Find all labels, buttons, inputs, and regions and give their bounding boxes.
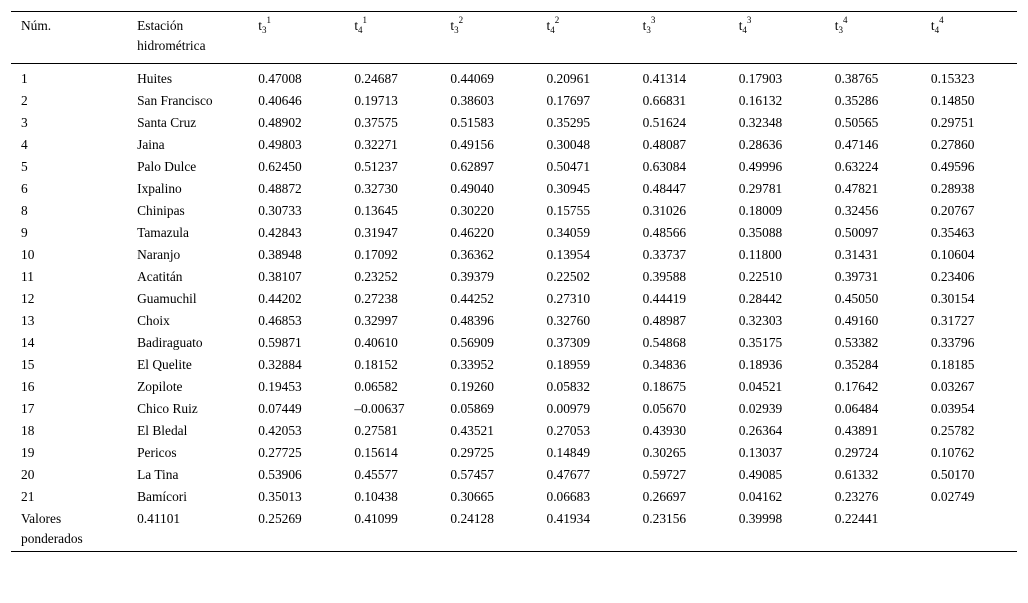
cell-value: 0.24128	[450, 511, 494, 526]
cell-num: 18	[21, 423, 35, 438]
header-symbol: t	[258, 18, 262, 33]
cell-value: 0.22510	[738, 269, 783, 284]
cell-station: 0.41101	[137, 511, 181, 526]
cell-value: 0.51624	[642, 115, 687, 130]
cell-station: Santa Cruz	[137, 115, 197, 130]
cell-value: 0.28442	[738, 291, 783, 306]
cell-num: 16	[21, 379, 35, 394]
cell-value: 0.22441	[834, 511, 879, 526]
cell-value: 0.41314	[642, 71, 687, 86]
header-station: Estación hidrométrica	[137, 18, 206, 53]
cell-value: 0.30220	[450, 203, 494, 218]
header-moment-6	[729, 12, 825, 64]
cell-station: Palo Dulce	[137, 159, 197, 174]
table-row	[11, 178, 1017, 200]
cell-num: 4	[21, 137, 28, 152]
data-table	[11, 11, 1017, 552]
cell-value: 0.26697	[642, 489, 687, 504]
cell-value: 0.33737	[642, 247, 687, 262]
header-superscript: 3	[650, 15, 656, 25]
cell-value: 0.62450	[258, 159, 302, 174]
cell-station: Guamuchil	[137, 291, 197, 306]
cell-value: 0.49160	[834, 313, 879, 328]
cell-value: 0.13037	[738, 445, 783, 460]
cell-value: 0.02749	[930, 489, 975, 504]
cell-value: 0.35463	[930, 225, 975, 240]
table-row	[11, 420, 1017, 442]
cell-num: 2	[21, 93, 28, 108]
table-header	[11, 12, 1017, 64]
cell-value: 0.63224	[834, 159, 879, 174]
cell-value: 0.48872	[258, 181, 302, 196]
cell-value: 0.38603	[450, 93, 494, 108]
cell-value: 0.49040	[450, 181, 494, 196]
cell-value: 0.57457	[450, 467, 494, 482]
cell-value: 0.10604	[930, 247, 975, 262]
table-row	[11, 64, 1017, 91]
cell-value: 0.48987	[642, 313, 687, 328]
cell-value: 0.49996	[738, 159, 783, 174]
cell-value: 0.32348	[738, 115, 783, 130]
cell-station: Zopilote	[137, 379, 183, 394]
cell-value: 0.18009	[738, 203, 783, 218]
header-symbol: t	[930, 18, 935, 33]
cell-value: 0.50097	[834, 225, 879, 240]
cell-value: 0.37309	[546, 335, 591, 350]
cell-value: 0.27860	[930, 137, 975, 152]
header-superscript: 3	[746, 15, 752, 25]
cell-value: 0.11800	[738, 247, 782, 262]
cell-value: 0.56909	[450, 335, 494, 350]
cell-value: 0.23252	[354, 269, 398, 284]
cell-value: 0.13954	[546, 247, 591, 262]
cell-value: 0.32271	[354, 137, 398, 152]
cell-value: 0.53382	[834, 335, 879, 350]
cell-value: 0.43891	[834, 423, 879, 438]
cell-value: 0.35013	[258, 489, 302, 504]
cell-value: 0.61332	[834, 467, 879, 482]
table-row	[11, 266, 1017, 288]
cell-value: 0.39588	[642, 269, 687, 284]
cell-value: 0.48902	[258, 115, 302, 130]
cell-value: 0.35284	[834, 357, 879, 372]
cell-value: 0.29725	[450, 445, 494, 460]
cell-value: 0.14849	[546, 445, 591, 460]
cell-value: 0.30665	[450, 489, 494, 504]
cell-value: 0.30945	[546, 181, 591, 196]
cell-value: 0.32730	[354, 181, 398, 196]
cell-station: Huites	[137, 71, 173, 86]
table-row	[11, 442, 1017, 464]
cell-value: 0.44069	[450, 71, 494, 86]
cell-num: 15	[21, 357, 35, 372]
cell-num: 13	[21, 313, 35, 328]
cell-value: 0.07449	[258, 401, 302, 416]
cell-value: 0.59871	[258, 335, 302, 350]
cell-value: 0.29751	[930, 115, 975, 130]
header-subscript: 4	[358, 25, 363, 35]
header-row	[11, 12, 1017, 64]
cell-value: 0.34059	[546, 225, 591, 240]
cell-value: 0.46220	[450, 225, 494, 240]
cell-value: 0.38765	[834, 71, 879, 86]
cell-value: 0.44252	[450, 291, 494, 306]
cell-value: 0.50170	[930, 467, 975, 482]
cell-value: 0.15614	[354, 445, 398, 460]
cell-value: 0.30265	[642, 445, 687, 460]
cell-station: Chinipas	[137, 203, 185, 218]
cell-value: 0.03267	[930, 379, 975, 394]
header-superscript: 1	[266, 15, 271, 25]
table-row	[11, 398, 1017, 420]
cell-value: 0.33796	[930, 335, 975, 350]
cell-value: 0.66831	[642, 93, 687, 108]
cell-value: 0.45050	[834, 291, 879, 306]
cell-value: 0.35175	[738, 335, 783, 350]
cell-value: 0.17642	[834, 379, 879, 394]
cell-value: 0.31026	[642, 203, 687, 218]
cell-value	[921, 508, 1017, 552]
cell-value: 0.43521	[450, 423, 494, 438]
cell-num: 20	[21, 467, 35, 482]
table-row	[11, 376, 1017, 398]
cell-station: Pericos	[137, 445, 177, 460]
header-num: Núm.	[21, 18, 52, 33]
header-symbol: t	[354, 18, 359, 33]
cell-value: 0.28636	[738, 137, 783, 152]
cell-num: 8	[21, 203, 28, 218]
table-row	[11, 112, 1017, 134]
cell-value: 0.31947	[354, 225, 398, 240]
cell-value: 0.42843	[258, 225, 302, 240]
table-row	[11, 90, 1017, 112]
cell-value: 0.34836	[642, 357, 687, 372]
cell-value: 0.04521	[738, 379, 783, 394]
cell-value: 0.10762	[930, 445, 975, 460]
cell-value: 0.31431	[834, 247, 879, 262]
cell-station: Tamazula	[137, 225, 189, 240]
header-symbol: t	[834, 18, 839, 33]
cell-value: 0.50471	[546, 159, 591, 174]
table-row	[11, 464, 1017, 486]
cell-value: 0.47146	[834, 137, 879, 152]
cell-num: Valores ponderados	[21, 511, 83, 546]
header-superscript: 1	[362, 15, 368, 25]
cell-station: Chico Ruiz	[137, 401, 198, 416]
header-superscript: 2	[554, 15, 560, 25]
cell-num: 12	[21, 291, 35, 306]
cell-value: 0.42053	[258, 423, 302, 438]
cell-value: 0.26364	[738, 423, 783, 438]
cell-value: 0.38107	[258, 269, 302, 284]
cell-value: 0.06582	[354, 379, 398, 394]
header-symbol: t	[546, 18, 551, 33]
header-symbol: t	[642, 18, 647, 33]
cell-value: 0.06484	[834, 401, 879, 416]
cell-value: 0.48566	[642, 225, 687, 240]
cell-station: El Quelite	[137, 357, 192, 372]
cell-value: 0.37575	[354, 115, 398, 130]
cell-value: 0.18675	[642, 379, 687, 394]
cell-value: 0.35295	[546, 115, 591, 130]
table-row	[11, 134, 1017, 156]
cell-value: 0.40610	[354, 335, 398, 350]
cell-value: 0.15323	[930, 71, 975, 86]
cell-value: 0.36362	[450, 247, 494, 262]
cell-value: 0.19713	[354, 93, 398, 108]
cell-value: 0.05670	[642, 401, 687, 416]
cell-value: 0.06683	[546, 489, 591, 504]
cell-value: 0.27053	[546, 423, 591, 438]
cell-value: 0.20961	[546, 71, 591, 86]
cell-value: 0.49596	[930, 159, 975, 174]
table-row	[11, 288, 1017, 310]
cell-value: 0.39998	[738, 511, 783, 526]
cell-num: 10	[21, 247, 35, 262]
cell-value: 0.23406	[930, 269, 975, 284]
table-body	[11, 64, 1017, 552]
cell-value: 0.41934	[546, 511, 591, 526]
header-moment-1	[248, 12, 344, 64]
cell-value: 0.30154	[930, 291, 975, 306]
cell-value: 0.02939	[738, 401, 783, 416]
cell-value: 0.18959	[546, 357, 591, 372]
header-moment-4	[537, 12, 633, 64]
cell-num: 21	[21, 489, 35, 504]
cell-value: 0.35088	[738, 225, 783, 240]
cell-value: 0.39379	[450, 269, 494, 284]
cell-value: 0.47821	[834, 181, 879, 196]
table-row	[11, 508, 1017, 552]
cell-value: 0.32884	[258, 357, 302, 372]
cell-value: 0.29781	[738, 181, 783, 196]
cell-station: Bamícori	[137, 489, 187, 504]
cell-station: Choix	[137, 313, 170, 328]
cell-value: 0.44419	[642, 291, 687, 306]
cell-value: 0.53906	[258, 467, 302, 482]
header-subscript: 3	[838, 25, 844, 35]
cell-num: 11	[21, 269, 34, 284]
cell-value: 0.28938	[930, 181, 975, 196]
header-subscript: 4	[934, 25, 940, 35]
cell-value: 0.32303	[738, 313, 783, 328]
cell-value: 0.39731	[834, 269, 879, 284]
cell-value: 0.32456	[834, 203, 879, 218]
cell-value: 0.19453	[258, 379, 302, 394]
cell-num: 5	[21, 159, 28, 174]
cell-num: 3	[21, 115, 28, 130]
cell-value: 0.27581	[354, 423, 398, 438]
cell-value: 0.31727	[930, 313, 975, 328]
header-moment-8	[921, 12, 1017, 64]
cell-value: 0.49803	[258, 137, 302, 152]
cell-value: 0.18152	[354, 357, 398, 372]
cell-station: San Francisco	[137, 93, 213, 108]
cell-value: 0.03954	[930, 401, 975, 416]
cell-value: 0.27310	[546, 291, 591, 306]
cell-value: 0.27725	[258, 445, 302, 460]
cell-value: 0.20767	[930, 203, 975, 218]
cell-value: 0.48447	[642, 181, 687, 196]
header-moment-5	[633, 12, 729, 64]
cell-value: 0.59727	[642, 467, 687, 482]
header-subscript: 4	[550, 25, 555, 35]
cell-value: 0.17697	[546, 93, 591, 108]
cell-value: 0.47677	[546, 467, 591, 482]
cell-value: 0.18185	[930, 357, 975, 372]
table-row	[11, 222, 1017, 244]
cell-value: 0.47008	[258, 71, 302, 86]
cell-value: 0.10438	[354, 489, 398, 504]
cell-value: 0.44202	[258, 291, 302, 306]
cell-station: Badiraguato	[137, 335, 203, 350]
cell-num: 17	[21, 401, 35, 416]
cell-station: Ixpalino	[137, 181, 182, 196]
cell-value: 0.16132	[738, 93, 783, 108]
table-row	[11, 354, 1017, 376]
cell-station: Naranjo	[137, 247, 181, 262]
cell-value: 0.23276	[834, 489, 879, 504]
cell-num: 14	[21, 335, 35, 350]
cell-value: 0.24687	[354, 71, 398, 86]
cell-value: 0.25782	[930, 423, 975, 438]
cell-station: Acatitán	[137, 269, 183, 284]
cell-value: 0.19260	[450, 379, 494, 394]
table-container	[11, 11, 1017, 552]
cell-value: 0.32760	[546, 313, 591, 328]
cell-num: 9	[21, 225, 28, 240]
cell-value: 0.63084	[642, 159, 687, 174]
cell-value: 0.46853	[258, 313, 302, 328]
cell-value: 0.14850	[930, 93, 975, 108]
header-moment-3	[440, 12, 536, 64]
header-moment-7	[825, 12, 921, 64]
cell-value: 0.17092	[354, 247, 398, 262]
cell-value: 0.32997	[354, 313, 398, 328]
table-row	[11, 486, 1017, 508]
cell-num: 6	[21, 181, 28, 196]
cell-value: 0.23156	[642, 511, 687, 526]
cell-value: 0.48087	[642, 137, 687, 152]
cell-value: 0.48396	[450, 313, 494, 328]
cell-value: 0.49156	[450, 137, 494, 152]
cell-value: 0.05832	[546, 379, 591, 394]
header-subscript: 3	[454, 25, 459, 35]
table-row	[11, 310, 1017, 332]
cell-value: 0.49085	[738, 467, 783, 482]
header-symbol: t	[738, 18, 743, 33]
header-subscript: 3	[261, 25, 267, 35]
table-row	[11, 244, 1017, 266]
cell-station: La Tina	[137, 467, 179, 482]
cell-value: 0.45577	[354, 467, 398, 482]
cell-value: 0.27238	[354, 291, 398, 306]
header-symbol: t	[450, 18, 455, 33]
cell-value: 0.35286	[834, 93, 879, 108]
cell-value: 0.29724	[834, 445, 879, 460]
header-moment-2	[344, 12, 440, 64]
cell-value: 0.30733	[258, 203, 302, 218]
cell-value: 0.15755	[546, 203, 591, 218]
cell-value: 0.50565	[834, 115, 879, 130]
cell-value: 0.17903	[738, 71, 783, 86]
cell-station: El Bledal	[137, 423, 188, 438]
header-superscript: 2	[458, 15, 464, 25]
cell-value: 0.40646	[258, 93, 302, 108]
header-subscript: 3	[646, 25, 651, 35]
cell-value: 0.22502	[546, 269, 591, 284]
cell-value: 0.41099	[354, 511, 398, 526]
header-superscript: 4	[939, 15, 944, 25]
cell-value: 0.04162	[738, 489, 783, 504]
table-row	[11, 156, 1017, 178]
cell-value: 0.18936	[738, 357, 783, 372]
cell-num: 19	[21, 445, 35, 460]
table-row	[11, 200, 1017, 222]
cell-value: 0.51237	[354, 159, 398, 174]
cell-value: –0.00637	[354, 401, 405, 416]
cell-value: 0.33952	[450, 357, 494, 372]
header-superscript: 4	[843, 15, 848, 25]
cell-value: 0.51583	[450, 115, 494, 130]
cell-num: 1	[21, 71, 28, 86]
cell-value: 0.54868	[642, 335, 687, 350]
cell-value: 0.38948	[258, 247, 302, 262]
cell-value: 0.43930	[642, 423, 687, 438]
cell-value: 0.25269	[258, 511, 302, 526]
cell-value: 0.62897	[450, 159, 494, 174]
table-row	[11, 332, 1017, 354]
cell-value: 0.30048	[546, 137, 591, 152]
cell-value: 0.13645	[354, 203, 398, 218]
cell-value: 0.05869	[450, 401, 494, 416]
cell-station: Jaina	[137, 137, 165, 152]
cell-value: 0.00979	[546, 401, 591, 416]
header-subscript: 4	[742, 25, 747, 35]
